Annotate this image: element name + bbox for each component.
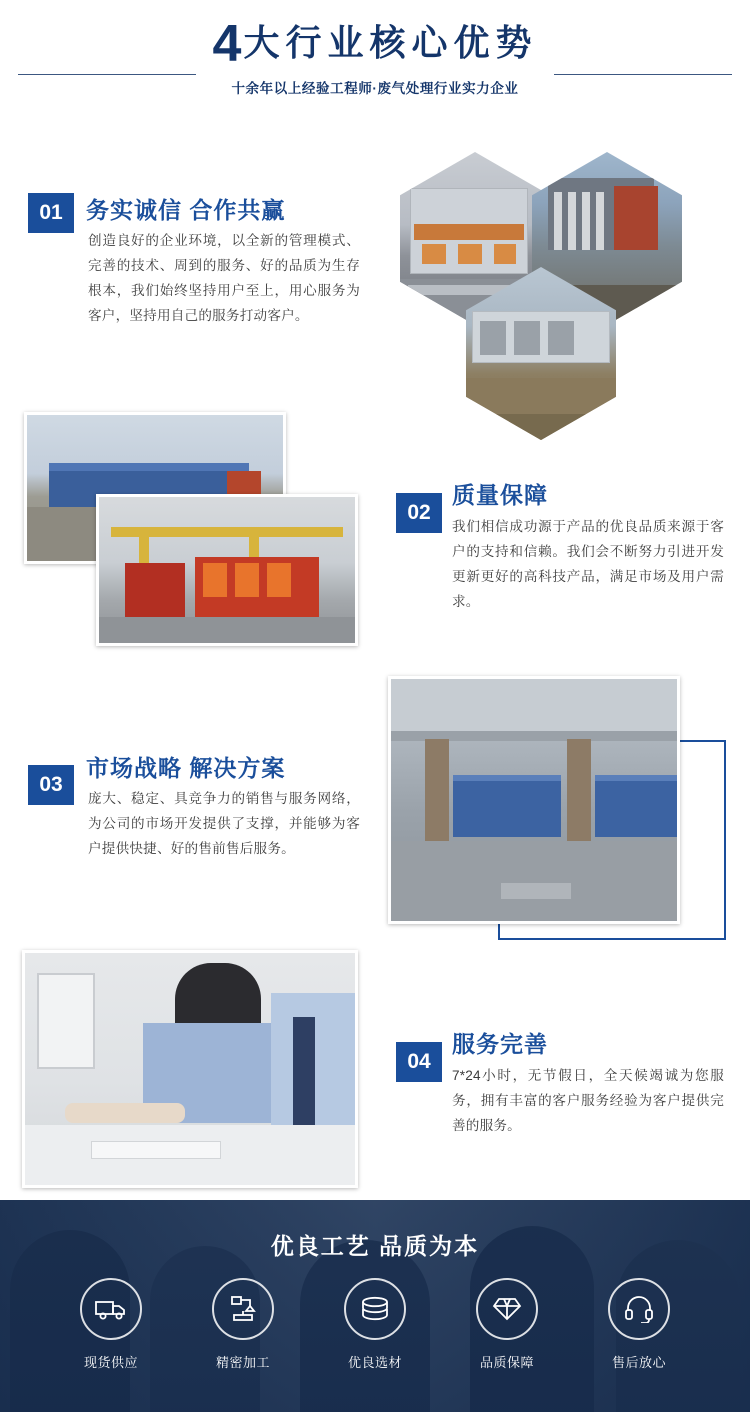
- block-text-03: 庞大、稳定、具竞争力的销售与服务网络，为公司的市场开发提供了支撑，并能够为客户提供快捷、好的售前售后服务。: [88, 791, 360, 856]
- page-header: [0, 15, 750, 97]
- machine-icon: [212, 1278, 274, 1340]
- block-title-04: 服务完善: [452, 1031, 548, 1057]
- image-block3: [388, 676, 680, 924]
- headset-icon: [608, 1278, 670, 1340]
- page-title: [212, 15, 538, 73]
- block-text-04: 7*24小时，无节假日，全天候竭诚为您服务，拥有丰富的客户服务经验为客户提供完善的服务。: [452, 1068, 724, 1133]
- footer-title: 优良工艺 品质为本: [270, 1233, 480, 1259]
- footer-item-3: [325, 1278, 425, 1371]
- truck-icon: [80, 1278, 142, 1340]
- block-number-03: 03: [28, 765, 74, 805]
- footer-item-4: [457, 1278, 557, 1371]
- footer-item-2: [193, 1278, 293, 1371]
- footer-item-2-label: 精密加工: [215, 1355, 270, 1370]
- footer-item-1-label: 现货供应: [83, 1355, 138, 1370]
- footer-item-5-label: 售后放心: [611, 1355, 666, 1370]
- block-text-01: 创造良好的企业环境，以全新的管理模式、完善的技术、周到的服务、好的品质为生存根本，我们始终坚持用户至上，用心服务为客户，坚持用自己的服务打动客户。: [88, 233, 360, 323]
- footer-item-3-label: 优良选材: [347, 1355, 402, 1370]
- page-title-number: 4: [212, 15, 242, 73]
- block-title-02: 质量保障: [452, 482, 548, 508]
- block-number-02: 02: [396, 493, 442, 533]
- header-rule-right: [554, 74, 732, 75]
- footer-banner: [0, 1200, 750, 1412]
- diamond-icon: [476, 1278, 538, 1340]
- image-block2-front: [96, 494, 358, 646]
- footer-item-4-label: 品质保障: [479, 1355, 534, 1370]
- footer-item-1: [61, 1278, 161, 1371]
- block-number-04: 04: [396, 1042, 442, 1082]
- footer-feature-list: [0, 1278, 750, 1371]
- block-title-01: 务实诚信 合作共赢: [86, 197, 286, 223]
- block-title-03: 市场战略 解决方案: [86, 755, 286, 781]
- header-rule-left: [18, 74, 196, 75]
- footer-item-5: [589, 1278, 689, 1371]
- block-number-01: 01: [28, 193, 74, 233]
- block-text-02: 我们相信成功源于产品的优良品质来源于客户的支持和信赖。我们会不断努力引进开发更新更好的高科技产品，满足市场及用户需求。: [452, 519, 724, 609]
- image-block4: [22, 950, 358, 1188]
- page-subtitle: 十余年以上经验工程师·废气处理行业实力企业: [231, 81, 519, 96]
- layers-icon: [344, 1278, 406, 1340]
- page-title-text: 大行业核心优势: [243, 22, 538, 63]
